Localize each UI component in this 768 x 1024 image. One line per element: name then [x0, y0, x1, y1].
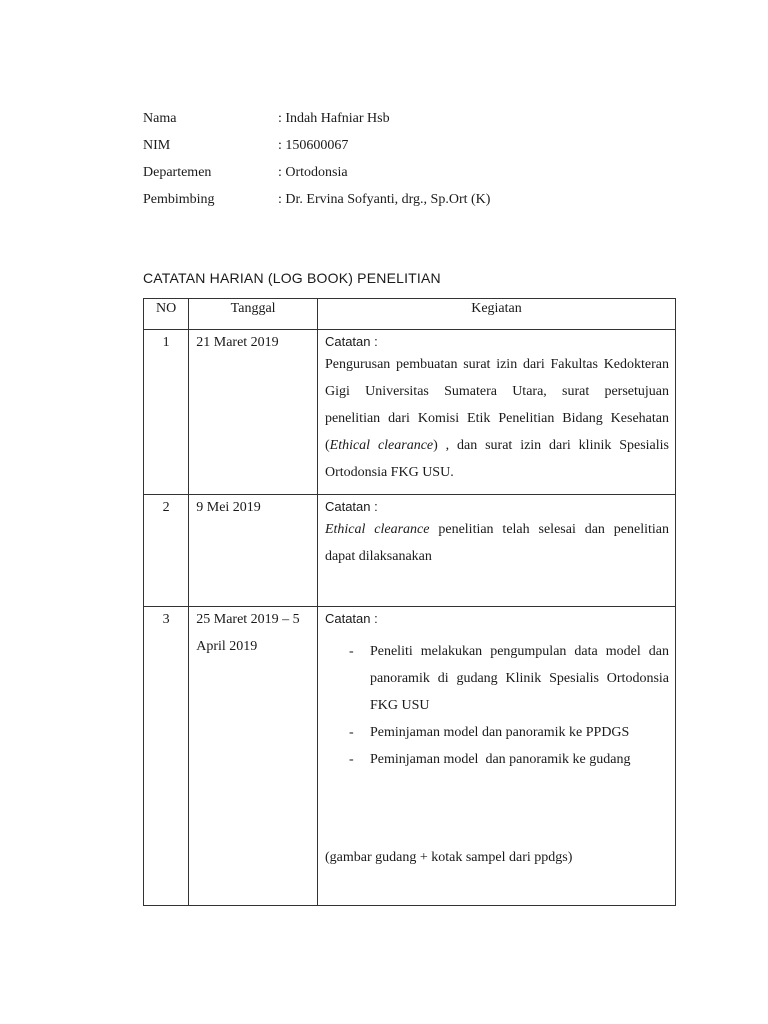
identity-row-nama [143, 108, 643, 135]
entry-description [325, 351, 669, 486]
identity-block [143, 108, 643, 216]
identity-value: : 150600067 [278, 138, 349, 153]
description-italic: Ethical clearance [324, 522, 430, 537]
logbook-table [143, 298, 676, 906]
identity-row-pembimbing [143, 189, 643, 216]
logbook-title: CATATAN HARIAN (LOG BOOK) PENELITIAN [143, 270, 441, 286]
header-tanggal [189, 299, 318, 330]
table-header-row [144, 299, 676, 330]
identity-value: : Indah Hafniar Hsb [278, 111, 390, 126]
identity-label: Pembimbing [143, 192, 215, 207]
identity-label: NIM [143, 138, 171, 153]
header-tanggal-label: Tanggal [230, 301, 276, 316]
header-kegiatan-label: Kegiatan [471, 301, 522, 316]
table-row [144, 607, 676, 906]
dash-bullet: - [348, 725, 354, 740]
description-text: ) , dan surat izin dari klinik Spesialis Ortodonsia FKG USU. [324, 438, 669, 480]
dash-bullet: - [348, 752, 354, 767]
description-italic: Ethical clearance [329, 438, 434, 453]
list-item [349, 719, 669, 746]
identity-value: : Dr. Ervina Sofyanti, drg., Sp.Ort (K) [278, 192, 491, 207]
entry-tanggal [189, 607, 318, 906]
entry-kegiatan [317, 607, 675, 906]
entry-tanggal [189, 330, 318, 495]
list-item-text: Peminjaman model dan panoramik ke gudang [369, 752, 631, 767]
table-row [144, 330, 676, 495]
identity-label: Nama [143, 111, 177, 126]
entry-no: 3 [144, 607, 189, 906]
entry-tanggal-text: 21 Maret 2019 [196, 335, 279, 350]
entry-kegiatan [317, 495, 675, 607]
list-item-text: Peneliti melakukan pengumpulan data model dan panoramik di gudang Klinik Spesialis Ortodonsia FKG USU [369, 644, 669, 713]
identity-row-departemen [143, 162, 643, 189]
header-no [144, 299, 189, 330]
photo-note: (gambar gudang + kotak sampel dari ppdgs) [324, 850, 573, 865]
identity-label: Departemen [143, 165, 212, 180]
catatan-label: Catatan : [324, 499, 378, 514]
table-row [144, 495, 676, 607]
entry-no: 1 [144, 330, 189, 495]
entry-kegiatan [317, 330, 675, 495]
catatan-label: Catatan : [324, 334, 378, 349]
entry-tanggal-text: April 2019 [196, 639, 258, 654]
activity-list [325, 638, 669, 773]
entry-no: 2 [144, 495, 189, 607]
entry-tanggal-text: 9 Mei 2019 [196, 500, 261, 515]
entry-tanggal-text: 25 Maret 2019 – 5 [196, 612, 300, 627]
entry-tanggal [189, 495, 318, 607]
description-text: Pengurusan pembuatan surat izin dari Fakultas Kedokteran Gigi Universitas Sumatera Utara, surat persetujuan penelitian dari Komisi Etik Penelitian Bidang Kesehatan ( [324, 357, 669, 453]
list-item [349, 746, 669, 773]
entry-description [325, 516, 669, 570]
header-kegiatan [317, 299, 675, 330]
list-item [349, 638, 669, 719]
catatan-label: Catatan : [324, 611, 378, 626]
description-text: penelitian telah selesai dan penelitian dapat dilaksanakan [324, 522, 669, 564]
identity-value: : Ortodonsia [278, 165, 348, 180]
header-no-label: NO [156, 301, 177, 316]
dash-bullet: - [348, 644, 354, 659]
identity-row-nim [143, 135, 643, 162]
list-item-text: Peminjaman model dan panoramik ke PPDGS [369, 725, 630, 740]
